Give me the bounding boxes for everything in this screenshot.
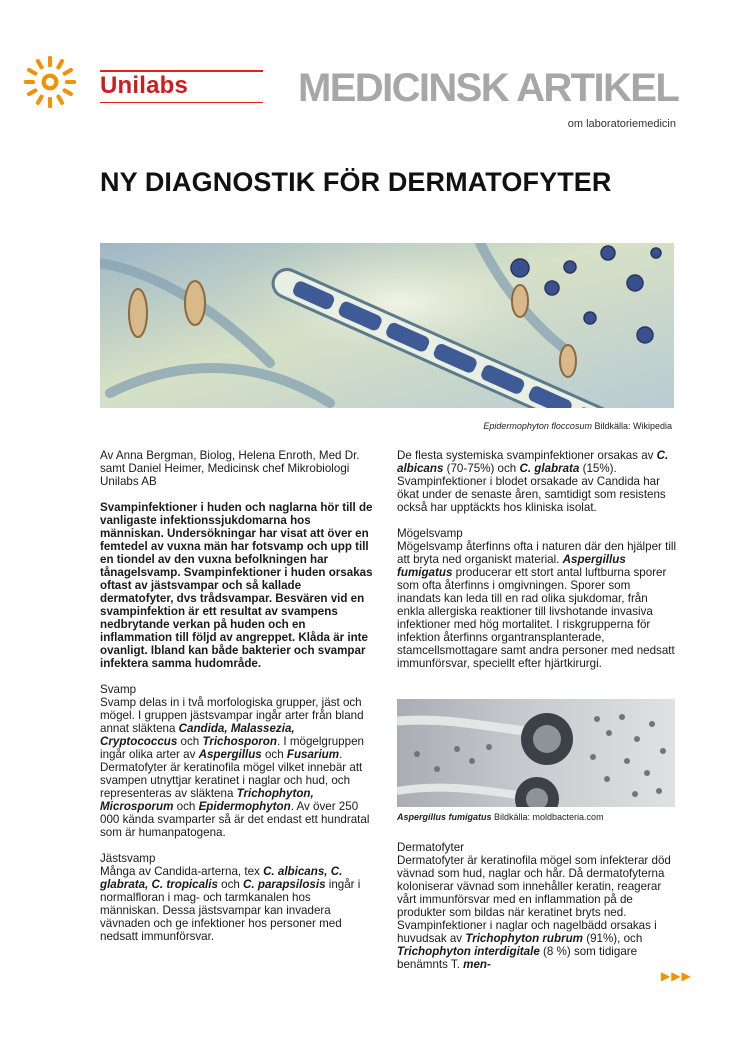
header-subtitle: om laboratoriemedicin [567,118,676,130]
hero-caption [483,421,672,431]
header-title: MEDICINSK ARTIKEL [298,66,679,110]
svamp-paragraph: Svamp delas in i två morfologiska grupper, jäst och mögel. I gruppen jästsvampar ingår arter från bland annat släktena Candida, Malassezia, Cryptococcus och Trichosporon. I mögelgruppen ingår olika arter av Aspergillus och Fusarium. Dermatofyter är keratinofila mögel vilket innebär att svampen utnyttjar keratinet i naglar och hud, och representeras av släktena Trichophyton, Microsporum och Epidermophyton. Av över 250 000 kända svamparter så är det endast ett hundratal som är humanpatogena. [100,696,370,839]
hero-caption-species: Epidermophyton floccosum [483,421,592,431]
aspergillus-caption-source: Bildkälla: moldbacteria.com [491,812,604,822]
brand-name: Unilabs [100,72,189,99]
hero-microscopy-image [100,243,674,408]
hero-caption-source: Bildkälla: Wikipedia [591,421,672,431]
left-column [100,449,373,956]
aspergillus-caption-species: Aspergillus fumigatus [397,812,492,822]
lead-paragraph: Svampinfektioner i huden och naglarna hör till de vanligaste infektionssjukdomarna hos människan. Undersökningar har visat att över en femtedel av vuxna män har fotsvamp och upp till en tiondel av den vuxna befolkningen har tånagelsvamp. Svampinfektioner i huden orsakas oftast av jästsvampar och så kallade dermatofyter, dvs trådsvampar. Besvären vid en svampinfektion är ett resultat av svampens nedbrytande verkan på huden och en inflammation till följd av angreppet. Klåda är inte ovanligt. Ibland kan både bakterier och svampar infektera samma hudområde. [100,501,373,670]
brand-rule-bottom [100,102,263,103]
right-column [397,449,677,683]
systemic-paragraph: De flesta systemiska svampinfektioner orsakas av C. albicans (70-75%) och C. glabrata (15%). Svampinfektioner i blodet orsakade av Candida har ökat under de senaste åren, samtidigt som resistens också har upptäckts hos kliniska isolat. [397,449,669,514]
aspergillus-caption [397,812,604,822]
jastsvamp-paragraph: Många av Candida-arterna, tex C. albicans, C. glabrata, C. tropicalis och C. parapsilosis ingår i normalfloran i mag- och tarmkanalen hos människan. Dessa jästsvampar kan invadera vävnaden och ge infektioner hos personer med nedsatt immunförsvar. [100,865,361,943]
authors: Av Anna Bergman, Biolog, Helena Enroth, Med Dr. samt Daniel Heimer, Medicinsk chef Mikrobiologi Unilabs AB [100,449,360,488]
right-column-bottom [397,841,677,984]
section-heading-jastsvamp: Jästsvamp [100,852,156,865]
continue-arrows-icon: ▶▶▶ [661,969,692,983]
section-heading-svamp: Svamp [100,683,137,696]
aspergillus-photo [397,699,675,807]
page-title: NY DIAGNOSTIK FÖR DERMATOFYTER [100,167,612,197]
section-heading-mogelsvamp: Mögelsvamp [397,527,463,540]
mogelsvamp-paragraph: Mögelsvamp återfinns ofta i naturen där den hjälper till att bryta ned organiskt material. Aspergillus fumigatus producerar ett stort antal luftburna sporer som ofta återfinns i omgivningen. Sporer som inandats kan leda till en rad olika sjukdomar, från enkla allergiska reaktioner till livshotande invasiva infektioner med hög mortalitet. I riskgrupperna för infektion återfinns organtransplanterade, stamcellsmottagare samt andra personer med nedsatt immunförsvar, speciellt efter hjärtkirurgi. [397,540,677,670]
dermatofyter-paragraph: Dermatofyter är keratinofila mögel som infekterar död vävnad som hud, naglar och hår. Då dermatofyterna koloniserar vävnad som innehåller keratin, reagerar vårt immunförsvar med en inflammation på de produkter som bildas när keratinet bryts ned. Svampinfektioner i naglar och nagelbädd orsakas i huvudsak av Trichophyton rubrum (91%), och Trichophyton interdigitale (8 %) som tidigare benämnts T. men- [397,854,671,971]
section-heading-dermatofyter: Dermatofyter [397,841,465,854]
unilabs-sun-logo-icon [22,54,78,110]
